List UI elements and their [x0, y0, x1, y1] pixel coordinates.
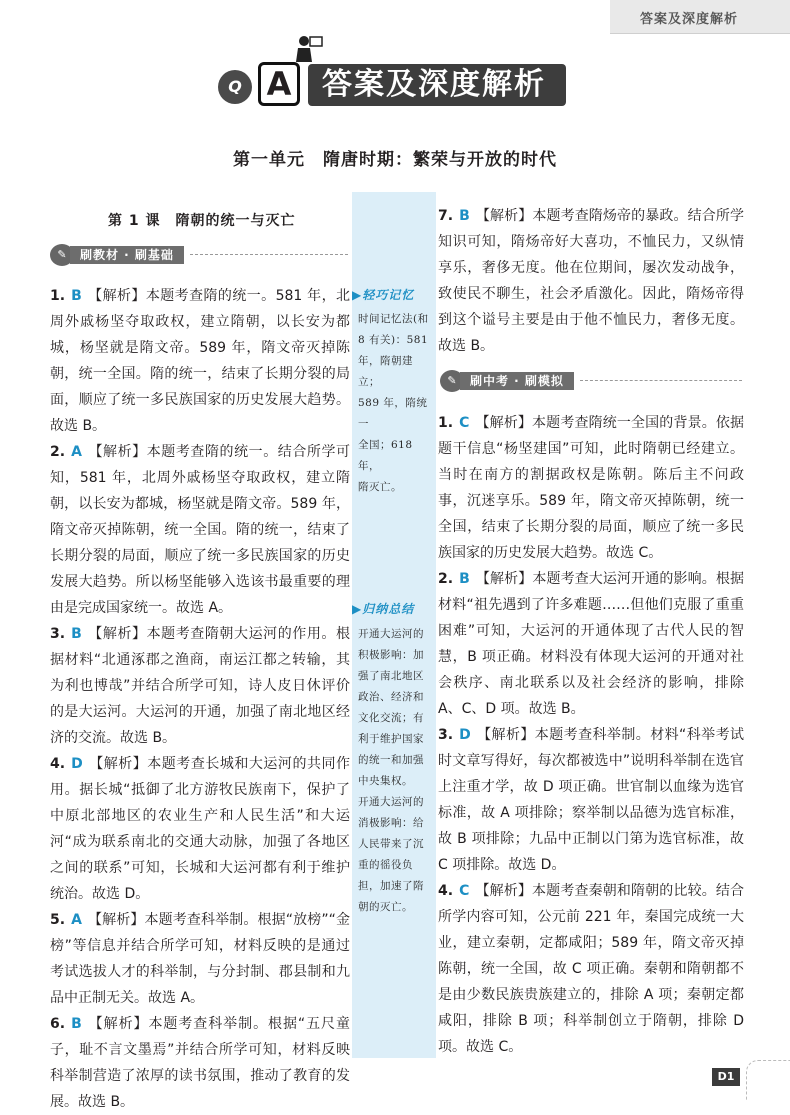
a-badge: A [258, 62, 300, 106]
triangle-icon: ▶ [352, 288, 363, 302]
reading-person-icon [290, 34, 324, 64]
left-answers [50, 283, 350, 1115]
section-tag-textbook [50, 244, 350, 266]
answer-item: 4. C 【解析】本题考查秦朝和隋朝的比较。结合所学内容可知，公元前 221 年，秦国完成统一大业，建立秦朝，定都咸阳；589 年，隋文帝灭掉陈朝，统一全国，故 C 项正确。秦朝和隋朝都不是由少数民族贵族建立的，排除 A 项；秦朝定都咸阳，排除 B 项；科举制创立于隋朝，排除 D 项。故选 C。 [438, 883, 744, 1055]
unit-title: 第一单元 隋唐时期：繁荣与开放的时代 [233, 150, 557, 170]
banner-title: 答案及深度解析 [308, 64, 566, 106]
lesson-title: 第 1 课 隋朝的统一与灭亡 [108, 213, 296, 229]
page-number: D1 [712, 1068, 740, 1086]
answer-item: 7. B 【解析】本题考查隋炀帝的暴政。结合所学知识可知，隋炀帝好大喜功，不恤民力，又纵情享乐，奢侈无度。他在位期间，屡次发动战争，致使民不聊生，社会矛盾激化。因此，隋炀帝得到这个谥号主要是由于他不恤民力，奢侈无度。故选 B。 [438, 208, 744, 354]
answer-item: 3. B 【解析】本题考查隋朝大运河的作用。根据材料“北通涿郡之渔商，南运江都之转输，其为利也博哉”并结合所学可知，诗人皮日休评价的是大运河。大运河的开通，加强了南北地区经济的交流。故选 B。 [50, 626, 350, 746]
pencil-icon: ✎ [440, 370, 464, 392]
right-answers-textbook [438, 203, 744, 359]
right-answers-exam [438, 410, 744, 1060]
tip-memory-title: ▶轻巧记忆 [352, 288, 415, 302]
section-divider [190, 254, 348, 255]
section-label-exam: 刷中考 · 刷模拟 [460, 372, 574, 390]
running-head-title: 答案及深度解析 [639, 12, 738, 27]
tip-summary-body: 开通大运河的 积极影响：加 强了南北地区 政治、经济和 文化交流；有 利于维护国家 的统一和加强 中央集权。 开通大运河的 消极影响：给 人民带来了沉 重的徭役负 担，加速了隋 朝的灭亡。 [358, 628, 424, 913]
tip-memory-body: 时间记忆法(和 8 有关)：581 年，隋朝建立； 589 年，隋统一 全国；618 年， 隋灭亡。 [358, 313, 429, 493]
triangle-icon: ▶ [352, 602, 363, 616]
page-corner-decoration [746, 1060, 790, 1100]
section-divider [580, 380, 742, 381]
qa-banner [218, 60, 578, 110]
pencil-icon: ✎ [50, 244, 74, 266]
answer-item: 1. B 【解析】本题考查隋的统一。581 年，北周外戚杨坚夺取政权，建立隋朝，以长安为都城，杨坚就是隋文帝。589 年，隋文帝灭掉陈朝，统一全国。隋的统一，结束了长期分裂的局面，顺应了统一多民族国家的历史发展大趋势。故选 B。 [50, 288, 350, 434]
running-head [610, 0, 790, 34]
answer-item: 2. A 【解析】本题考查隋的统一。结合所学可知，581 年，北周外戚杨坚夺取政权，建立隋朝，以长安为都城，杨坚就是隋文帝。589 年，隋文帝灭掉陈朝，统一全国。隋的统一，结束了长期分裂的局面，顺应了统一多民族国家的历史发展大趋势。所以杨坚能够入选该书最重要的理由是完成国家统一。故选 A。 [50, 444, 350, 616]
section-tag-exam [440, 370, 744, 392]
answer-item: 2. B 【解析】本题考查大运河开通的影响。根据材料“祖先遇到了许多难题……但他们克服了重重困难”可知，大运河的开通体现了古代人民的智慧，B 项正确。材料没有体现大运河的开通对社会秩序、南北联系以及社会经济的影响，排除 A、C、D 项。故选 B。 [438, 571, 744, 717]
tip-summary-title: ▶归纳总结 [352, 602, 415, 616]
answer-item: 5. A 【解析】本题考查科举制。根据“放榜”“金榜”等信息并结合所学可知，材料反映的是通过考试选拔人才的科举制，与分封制、郡县制和九品中正制无关。故选 A。 [50, 912, 350, 1006]
section-label-textbook: 刷教材 · 刷基础 [70, 246, 184, 264]
answer-item: 3. D 【解析】本题考查科举制。材料“科举考试时文章写得好，每次都被选中”说明科举制在选官上注重才学，故 D 项正确。世官制以血缘为选官标准，故 A 项排除；察举制以品德为选官标准，故 B 项排除；九品中正制以门第为选官标准，故 C 项排除。故选 D。 [438, 727, 744, 873]
margin-notes [352, 192, 436, 1058]
q-badge: Q [218, 70, 252, 104]
answer-item: 6. B 【解析】本题考查科举制。根据“五尺童子，耻不言文墨焉”并结合所学可知，材料反映科举制营造了浓厚的读书氛围，推动了教育的发展。故选 B。 [50, 1016, 350, 1110]
answer-item: 4. D 【解析】本题考查长城和大运河的共同作用。据长城“抵御了北方游牧民族南下，保护了中原北部地区的农业生产和人民生活”和大运河“成为联系南北的交通大动脉，加强了各地区之间的联系”可知，长城和大运河都有利于维护统治。故选 D。 [50, 756, 350, 902]
answer-item: 1. C 【解析】本题考查隋统一全国的背景。依据题干信息“杨坚建国”可知，此时隋朝已经建立。当时在南方的割据政权是陈朝。陈后主不问政事，沉迷享乐。589 年，隋文帝灭掉陈朝，统一全国，结束了长期分裂的局面，顺应了统一多民族国家的历史发展大趋势。故选 C。 [438, 415, 744, 561]
